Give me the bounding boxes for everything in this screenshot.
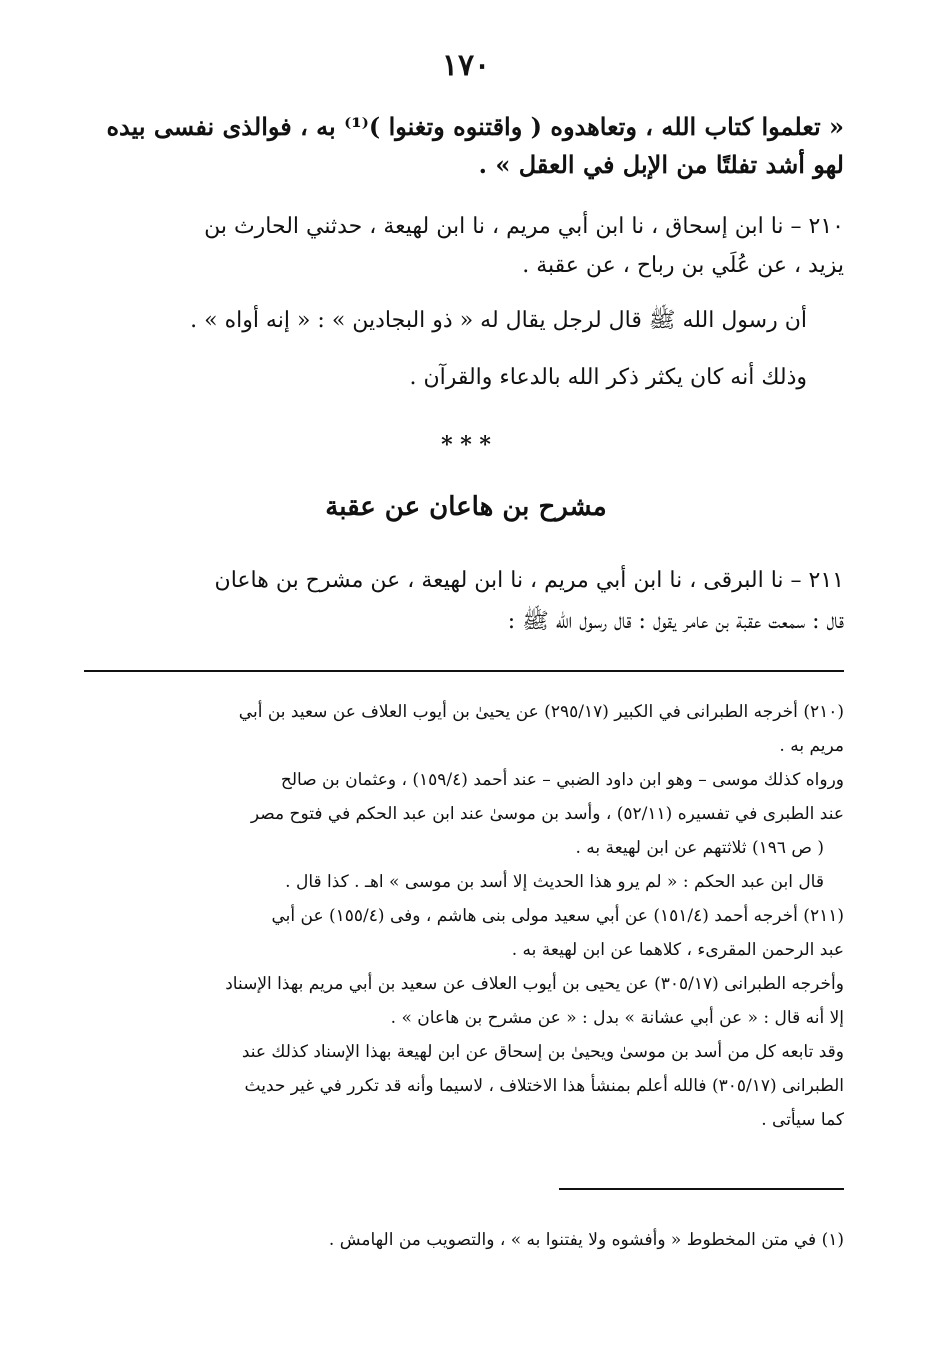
entry-211-line-1: ٢١١ – نا البرقى ، نا ابن أبي مريم ، نا ابن لهيعة ، عن مشرح بن هاعان [214,568,844,593]
footnote-line: (٢١٠) أخرجه الطبرانى في الكبير (٢٩٥/١٧) عن يحيىٰ بن أيوب العلاف عن سعيد بن أبي [238,702,844,722]
footnote-line: عبد الرحمن المقرىء ، كلاهما عن ابن لهيعة به . [511,940,844,960]
editor-note: (١) في متن المخطوط « وأفشوه ولا يفتنوا به » ، والتصويب من الهامش . [328,1230,844,1250]
entry-210-line-2: يزيد ، عن عُلَي بن رباح ، عن عقبة . [522,253,844,278]
section-title: مشرح بن هاعان عن عقبة [325,492,607,522]
page-number: ١٧٠ [441,48,491,83]
footnote-line: وأخرجه الطبرانى (٣٠٥/١٧) عن يحيى بن أيوب العلاف عن سعيد بن أبي مريم بهذا الإسناد [225,974,844,994]
matn-210-line-1: أن رسول الله ﷺ قال لرجل يقال له « ذو البجادين » : « إنه أواه » . [190,308,807,333]
hadith-line-1: « تعلموا كتاب الله ، وتعاهدوه ( واقتنوه وتغنوا )⁽¹⁾ به ، فوالذى نفسى بيده [106,112,844,141]
footnote-line: كما سيأتى . [761,1110,844,1130]
hadith-line-2: لهو أشد تفلتًا من الإبل في العقل » . [478,150,844,179]
entry-210-line-1: ٢١٠ – نا ابن إسحاق ، نا ابن أبي مريم ، نا ابن لهيعة ، حدثني الحارث بن [204,214,844,239]
footnote-divider [84,670,844,672]
footnote-line: إلا أنه قال : « عن أبي عشانة » بدل : « عن مشرح بن هاعان » . [390,1008,844,1028]
entry-211-line-2: قال : سمعت عقبة بن عامر يقول : قال رسول الله ﷺ : [507,609,844,634]
footnote-line: مريم به . [779,736,844,756]
editor-note-divider [559,1188,844,1190]
footnote-line: الطبرانى (٣٠٥/١٧) فالله أعلم بمنشأ هذا الاختلاف ، لاسيما وأنه قد تكرر في غير حديث [244,1076,844,1096]
footnote-line: ( ص ١٩٦) ثلاثتهم عن ابن لهيعة به . [575,838,824,858]
footnote-line: (٢١١) أخرجه أحمد (١٥١/٤) عن أبي سعيد مولى بنى هاشم ، وفى (١٥٥/٤) عن أبي [271,906,844,926]
footnote-line: عند الطبرى في تفسيره (٥٢/١١) ، وأسد بن موسىٰ عند ابن عبد الحكم في فتوح مصر [250,804,844,824]
footnote-line: قال ابن عبد الحكم : « لم يرو هذا الحديث إلا أسد بن موسى » اهـ . كذا قال . [285,872,824,892]
matn-210-line-2: وذلك أنه كان يكثر ذكر الله بالدعاء والقرآن . [409,365,807,390]
footnote-line: ورواه كذلك موسى – وهو ابن داود الضبي – عند أحمد (١٥٩/٤) ، وعثمان بن صالح [280,770,844,790]
footnote-line: وقد تابعه كل من أسد بن موسىٰ ويحيىٰ بن إسحاق عن ابن لهيعة بهذا الإسناد كذلك عند [241,1042,844,1062]
section-separator: * * * [441,432,491,458]
